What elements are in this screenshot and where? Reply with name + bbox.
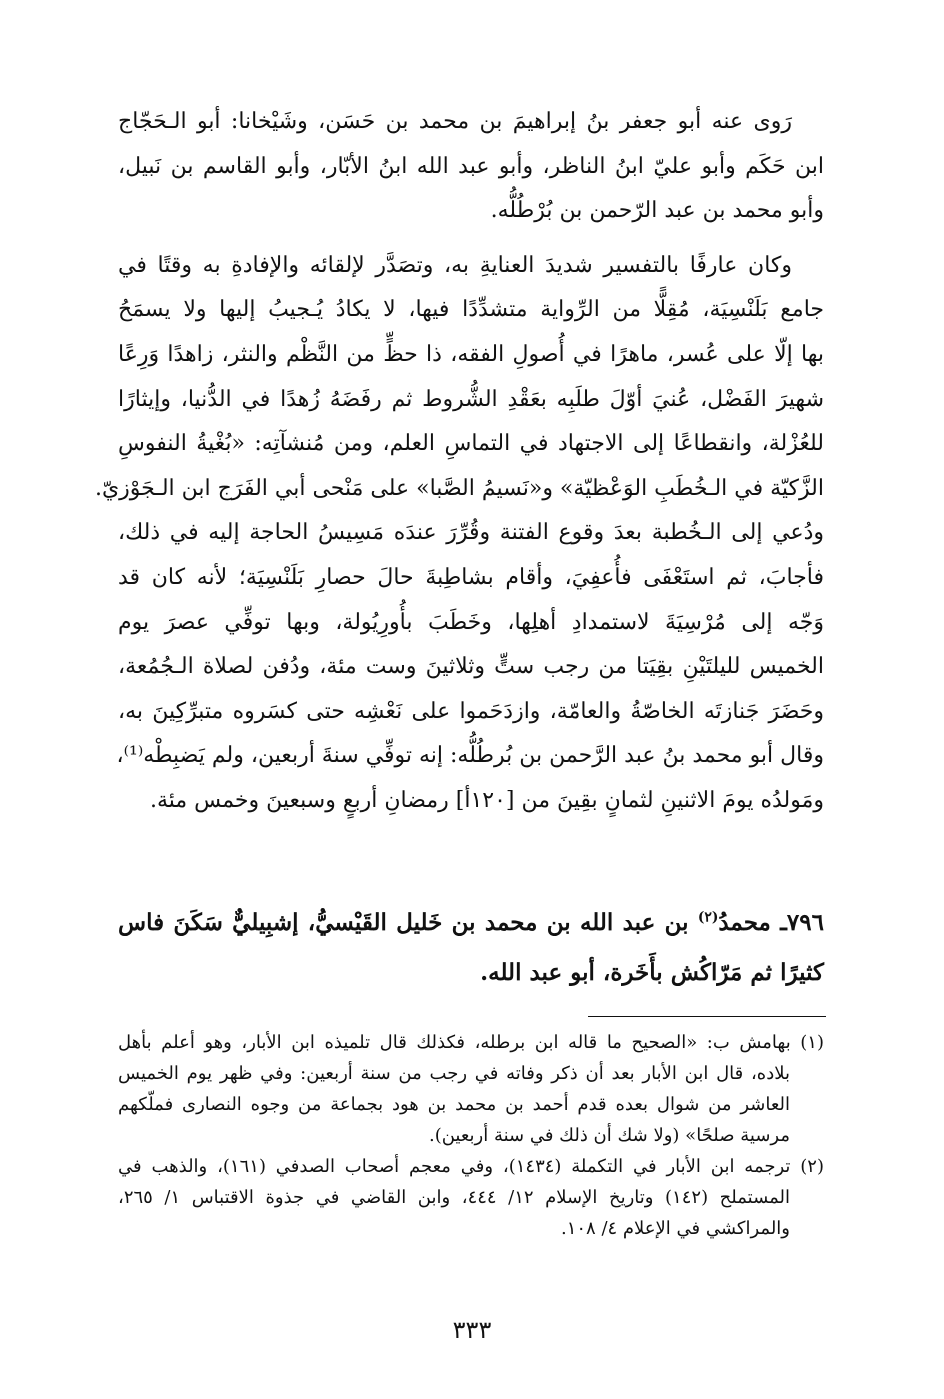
footnotes xyxy=(118,1027,824,1244)
footnote-line: (١) بهامش ب: «الصحيح ما قاله ابن برطله، فكذلك قال تلميذه ابن الأبار، وهو أعلم بأهل xyxy=(118,1032,824,1053)
text-line: شهيرَ الفَضْل، عُنيَ أوّلَ طلَبِه بعَقْدِ الشُّروط ثم رفَضَهُ زُهدًا في الدُّنيا، وإيثارًا xyxy=(118,386,824,412)
footnote-line: والمراكشي في الإعلام ٤/ ١٠٨. xyxy=(560,1218,790,1239)
paragraph-1 xyxy=(118,100,824,234)
text-line: جامع بَلَنْسِيَة، مُقِلًّا من الرِّواية متشدِّدًا فيها، لا يكادُ يُـجيبُ إليها ولا يسمَحُ xyxy=(118,297,824,323)
main-text xyxy=(94,100,824,824)
biography-entry-heading xyxy=(118,898,824,998)
footnote-line: مرسية صلحًا» (ولا شك أن ذلك في سنة أربعين). xyxy=(428,1125,790,1146)
footnote-separator xyxy=(588,1016,826,1017)
footnote-1 xyxy=(118,1027,824,1151)
text-line: الزَّكيّة في الـخُطَبِ الوَعْظيّة» و«نَسيمُ الصَّبا» على مَنْحى أبي الفَرَج ابن الـجَوْزيّ. xyxy=(94,475,824,501)
entry-number-name: ٧٩٦ـ محمدُ xyxy=(718,909,824,936)
text-line: بها إلّا على عُسر، ماهرًا في أُصولِ الفقه، ذا حظٍّ من النَّظْم والنثر، زاهدًا وَرِعًا xyxy=(118,341,824,367)
footnote-line: العاشر من شوال بعده قدم أحمد بن محمد بن هود بجماعة من وجوه النصارى فملّكهم xyxy=(118,1094,790,1115)
entry-line-2: كثيرًا ثم مَرّاكُش بأَخَرة، أبو عبد الله. xyxy=(480,959,824,986)
text-line: الخميس لليلتَيْنِ بقِيَتا من رجب ستٍّ وثلاثينَ وست مئة، ودُفن لصلاة الـجُمُعة، xyxy=(118,654,824,680)
footnote-2 xyxy=(118,1151,824,1244)
text-line: وأبو محمد بن عبد الرّحمن بن بُرْطُلُّه. xyxy=(490,198,824,224)
paragraph-gap xyxy=(118,234,824,244)
text-line: فأجابَ، ثم استَعْفَى فأُعفِيَ، وأقام بشاطِبةَ حالَ حصارِ بَلَنْسِيَة؛ لأنه كان قد xyxy=(118,564,824,590)
text-line: وكان عارفًا بالتفسير شديدَ العنايةِ به، وتصَدَّر لإلقائه والإفادةِ به وقتًا في xyxy=(118,252,792,278)
paragraph-2 xyxy=(94,244,824,824)
page-number: ٣٣٣ xyxy=(452,1316,492,1344)
text-line: ومَولدُه يومَ الاثنينِ لثمانٍ بقِينَ من [١٢٠أ] رمضانِ أربعٍ وسبعينَ وخمس مئة. xyxy=(149,787,824,813)
text-line: وَجّه إلى مُرْسِيَةَ لاستمدادِ أهلِها، وخَطَبَ بأُورِيُولة، وبها توفِّي عصرَ يوم xyxy=(118,609,824,635)
footnote-reference: (٢) xyxy=(697,909,719,926)
text-line: وحَضَرَ جَنازتَه الخاصّةُ والعامّة، وازدَحَموا على نَعْشِه حتى كسَروه متبرِّكِينَ به، xyxy=(118,698,824,724)
text-line: ودُعي إلى الـخُطبة بعدَ وقوع الفتنة وقُرِّرَ عندَه مَسِيسُ الحاجة إليه في ذلك، xyxy=(118,520,824,546)
text-line: ابن حَكَم وأبو عليّ ابنُ الناظر، وأبو عبد الله ابنُ الأبّار، وأبو القاسم بن نَبيل، xyxy=(118,153,824,179)
footnote-line: (٢) ترجمه ابن الأبار في التكملة (١٤٣٤)، وفي معجم أصحاب الصدفي (١٦١)، والذهب في xyxy=(118,1156,824,1177)
entry-line-1 xyxy=(118,898,824,948)
footnote-line: بلاده، قال ابن الأبار بعد أن ذكر وفاته في رجب من سنة أربعين: وفي ظهر يوم الخميس xyxy=(118,1063,790,1084)
entry-name-rest: بن عبد الله بن محمد بن خَليل القَيْسيُّ، إشبِيليٌّ سَكَنَ فاس xyxy=(118,909,689,936)
footnote-line: المستملح (١٤٢) وتاريخ الإسلام ١٢/ ٤٤٤، وابن القاضي في جذوة الاقتباس ١/ ٢٦٥، xyxy=(118,1187,791,1208)
text-line: رَوى عنه أبو جعفر بنُ إبراهيمَ بن محمد بن حَسَن، وشَيْخانا: أبو الـحَجّاج xyxy=(118,109,792,134)
text-line: وقال أبو محمد بنُ عبد الرَّحمن بن بُرطُلُّه: إنه توفِّي سنةَ أربعين، ولم يَضبِطْه⁽¹⁾، xyxy=(116,743,824,769)
text-line: للعُزْلة، وانقطاعًا إلى الاجتهاد في التماسِ العلم، ومن مُنشآتِه: «بُغْيةُ النفوسِ xyxy=(118,431,824,457)
